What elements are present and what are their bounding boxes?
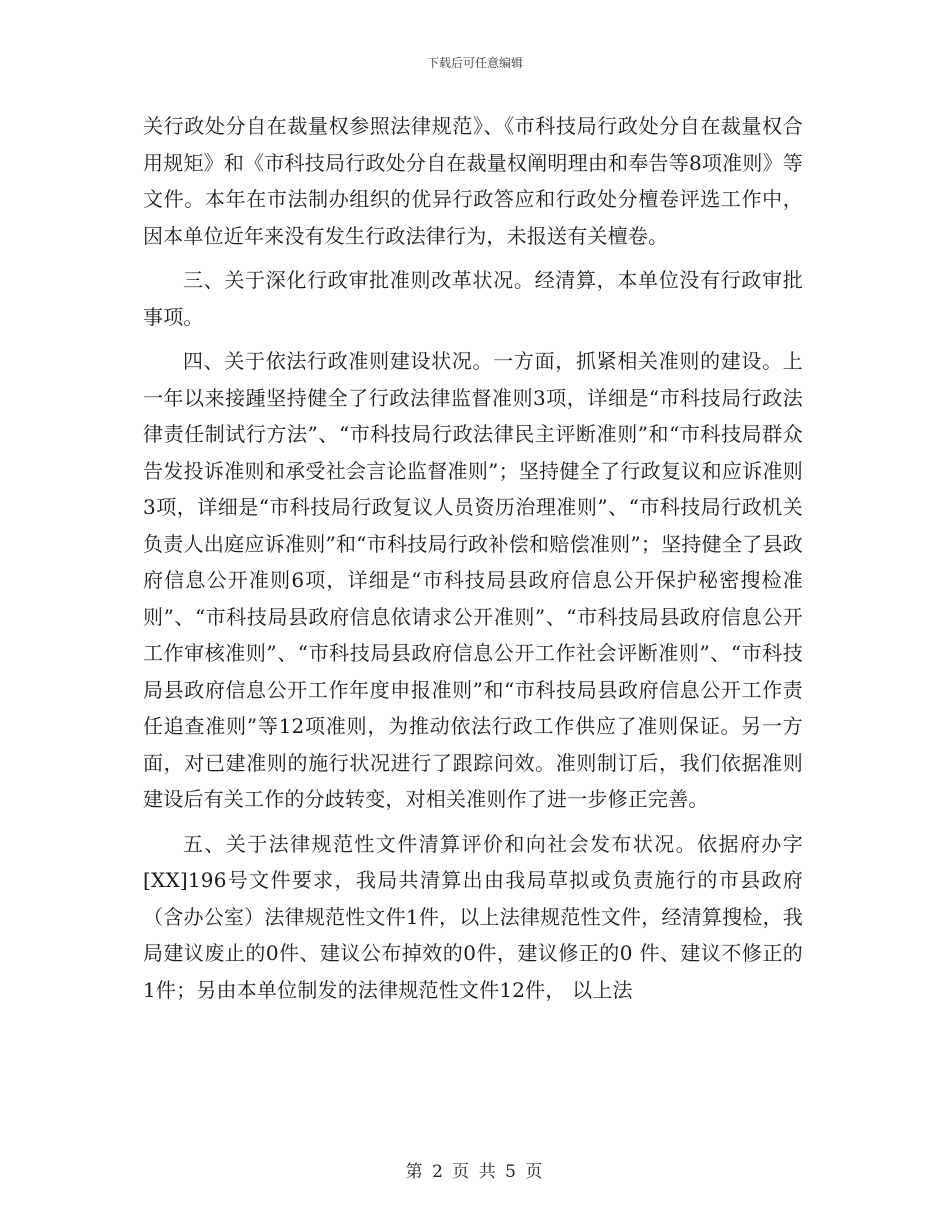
paragraph-4: 五、关于法律规范性文件清算评价和向社会发布状况。依据府办字[XX]196号文件要求，我局共清算出由我局草拟或负责施行的市县政府（含办公室）法律规范性文件1件，以上法律规范性文件，经清算搜检，我局建议废止的0件、建议公布掉效的0件，建议修正的0 件、建议不修正的1件；另由本单位制发的法律规范性文件12件， 以上法: [143, 831, 803, 1002]
paragraph-3: 四、关于依法行政准则建设状况。一方面，抓紧相关准则的建设。上一年以来接踵坚持健全了行政法律监督准则3项，详细是“市科技局行政法律责任制试行方法”、“市科技局行政法律民主评断准则”和“市科技局群众告发投诉准则和承受社会言论监督准则”；坚持健全了行政复议和应诉准则3项，详细是“市科技局行政复议人员资历治理准则”、“市科技局行政机关负责人出庭应诉准则”和“市科技局行政补偿和赔偿准则”；坚持健全了县政府信息公开准则6项，详细是“市科技局县政府信息公开保护秘密搜检准则”、“市科技局县政府信息依请求公开准则”、“市科技局县政府信息公开工作审核准则”、“市科技局县政府信息公开工作社会评断准则”、“市科技局县政府信息公开工作年度申报准则”和“市科技局县政府信息公开工作责任追查准则”等12项准则，为推动依法行政工作供应了准则保证。另一方面，对已建准则的施行状况进行了跟踪问效。准则制订后，我们依据准则建设后有关工作的分歧转变，对相关准则作了进一步修正完善。: [143, 349, 803, 811]
paragraph-1: 关行政处分自在裁量权参照法律规范》、《市科技局行政处分自在裁量权合用规矩》和《市科技局行政处分自在裁量权阐明理由和奉告等8项准则》等文件。本年在市法制办组织的优异行政答应和行政处分檀卷评选工作中，因本单位近年来没有发生行政法律行为，未报送有关檀卷。: [143, 114, 803, 248]
body-text: [143, 108, 803, 1016]
page-footer: 第 2 页 共 5 页: [405, 1162, 545, 1182]
page-header: 下载后可任意编辑: [426, 56, 523, 70]
paragraph-2: 三、关于深化行政审批准则改革状况。经清算，本单位没有行政审批事项。: [143, 268, 803, 329]
